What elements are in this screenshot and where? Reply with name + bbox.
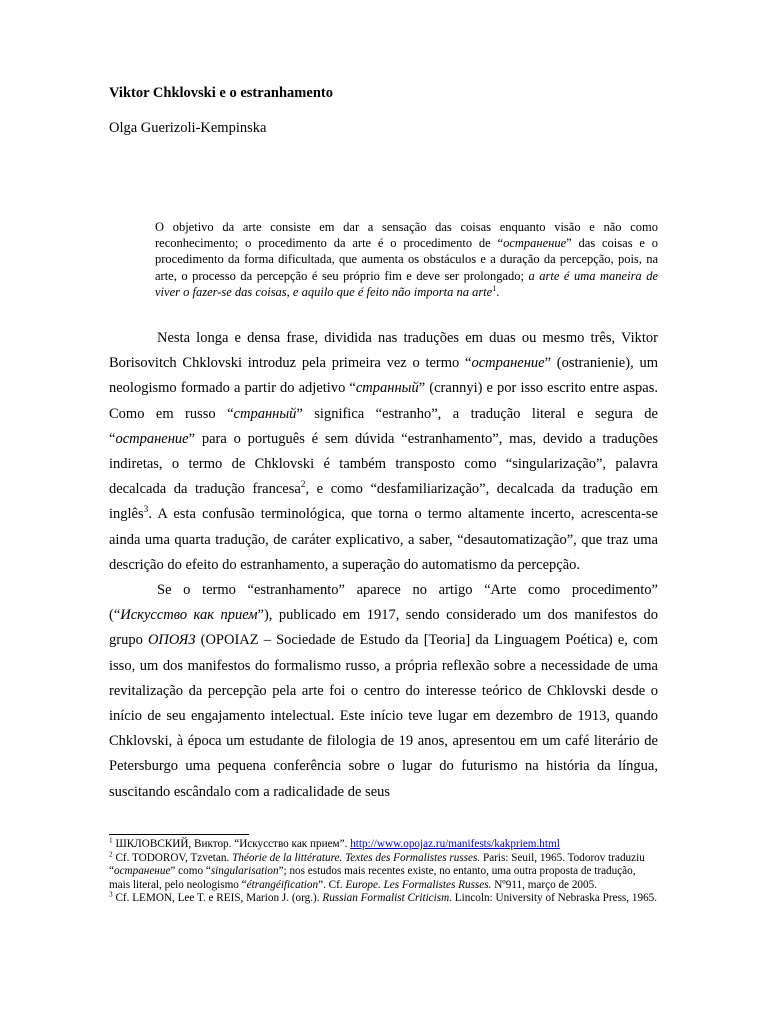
paragraph-text: ” (crannyi) e por isso escrito entre aspas. Como em russo “ [109, 380, 659, 422]
footnote-number: 2 [109, 849, 113, 858]
footnote-text: ”. Cf. [318, 878, 346, 891]
footnote-text: Cf. TODOROV, Tzvetan. [112, 851, 233, 864]
quote-text: . [496, 284, 500, 299]
russian-term: остранение [503, 236, 567, 251]
russian-term: странный [233, 405, 297, 422]
footnote-ref[interactable]: 2 [300, 480, 306, 491]
paragraph-text: , e como “desfamiliarização”, decalcada da tradução em inglês [109, 481, 658, 523]
footnote-italic: Russian Formalist Criticism. [322, 892, 452, 905]
paragraph [109, 326, 658, 578]
russian-term: остранение [471, 355, 545, 372]
footnote-1 [109, 838, 658, 852]
epigraph-quote [155, 219, 658, 300]
footnote-ref[interactable]: 1 [492, 283, 497, 293]
footnote-text: Cf. LEMON, Lee T. e REIS, Marion J. (org.). [112, 892, 323, 905]
russian-term: Искусство как прием [120, 607, 258, 624]
footnote-number: 1 [109, 836, 113, 845]
paragraph-text: ” significa “estranho”, a tradução literal e segura de “ [109, 405, 658, 447]
footnote-text: Nº911, março de 2005. [491, 878, 597, 891]
footnote-text: ” como “ [170, 865, 211, 878]
footnote-text: Lincoln: University of Nebraska Press, 1965. [451, 892, 658, 905]
russian-term: остранение [115, 430, 189, 447]
paragraph-text: Nesta longa e densa frase, dividida nas traduções em duas ou mesmo três, Viktor Borisovitch Chklovski introduz pela primeira vez o termo “ [109, 330, 658, 372]
footnote-separator [109, 834, 249, 835]
quote-text: ” das coisas e o procedimento da forma dificultada, que aumenta os obstáculos e a duração da percepção, pois, na arte, o processo da percepção é seu próprio fim e deve ser prolongado; [155, 236, 659, 283]
russian-term: ОПОЯЗ [147, 632, 196, 649]
footnote-2 [109, 849, 658, 893]
paragraph-text: ” para o português é sem dúvida “estranhamento”, mas, devido a traduções indiretas, o termo de Chklovski é também transposto como “singularização”, palavra decalcada da tradução francesa [109, 430, 658, 498]
footnote-link[interactable]: http://www.opojaz.ru/manifests/kakpriem.html [350, 838, 560, 850]
footnote-text: ”; nos estudos mais recentes existe, no entanto, uma outra proposta de tradução, mais literal, pelo neologismo “ [109, 865, 636, 891]
quote-italic-ending: a arte é uma maneira de viver o fazer-se das coisas, e aquilo que é feito não importa na arte [155, 268, 658, 299]
quote-text: O objetivo da arte consiste em dar a sensação das coisas enquanto visão e não como reconhecimento; o procedimento da arte é o procedimento de “ [155, 220, 658, 251]
footnote-italic: Europe. Les Formalistes Russes. [345, 878, 492, 891]
footnote-italic: singularisation [210, 865, 279, 878]
russian-term: странный [355, 380, 419, 397]
paragraph-text: (OPOIAZ – Sociedade de Estudo da [Teoria] da Linguagem Poética) e, com isso, um dos manifestos do formalismo russo, a própria reflexão sobre a necessidade de uma revitalização da percepção pela arte foi o centro do interesse teórico de Chklovski desde o início de seu engajamento intelectual. Este início teve lugar em dezembro de 1913, quando Chklovski, à época um estudante de filologia de 19 anos, apresentou em um café literário de Petersburgo uma pequena conferência sobre o lugar do futurismo na história da língua, suscitando escândalo com a radicalidade de seus [109, 632, 658, 800]
footnote-number: 3 [109, 890, 113, 899]
paragraph-text: . A esta confusão terminológica, que torna o termo altamente incerto, acrescenta-se ainda uma quarta tradução, de caráter explicativo, a saber, “desautomatização”, que traz uma descrição do efeito do estranhamento, a superação do automatismo da percepção. [109, 506, 658, 573]
body-text [109, 326, 658, 805]
footnotes [109, 838, 658, 906]
footnote-text: ШКЛОВСКИЙ, Виктор. “Искусство как прием”. [112, 838, 351, 850]
footnote-italic: Théorie de la littérature. Textes des Formalistes russes. [232, 851, 481, 864]
paragraph-text: ” (ostranienie), um neologismo formado a partir do adjetivo “ [109, 355, 658, 397]
footnote-3 [109, 892, 658, 906]
footnote-italic: остранение [113, 865, 171, 878]
footnote-ref[interactable]: 3 [143, 505, 149, 516]
footnote-italic: étrangéification [246, 878, 319, 891]
article-author: Olga Guerizoli-Kempinska [109, 120, 267, 136]
paragraph-text: Se o termo “estranhamento” aparece no artigo “Arte como procedimento” (“ [109, 582, 658, 624]
footnote-text: Paris: Seuil, 1965. Todorov traduziu “ [109, 851, 645, 878]
paragraph [109, 578, 658, 805]
paragraph-text: ”), publicado em 1917, sendo considerado um dos manifestos do grupo [109, 607, 658, 649]
article-title: Viktor Chklovski e o estranhamento [109, 85, 333, 101]
